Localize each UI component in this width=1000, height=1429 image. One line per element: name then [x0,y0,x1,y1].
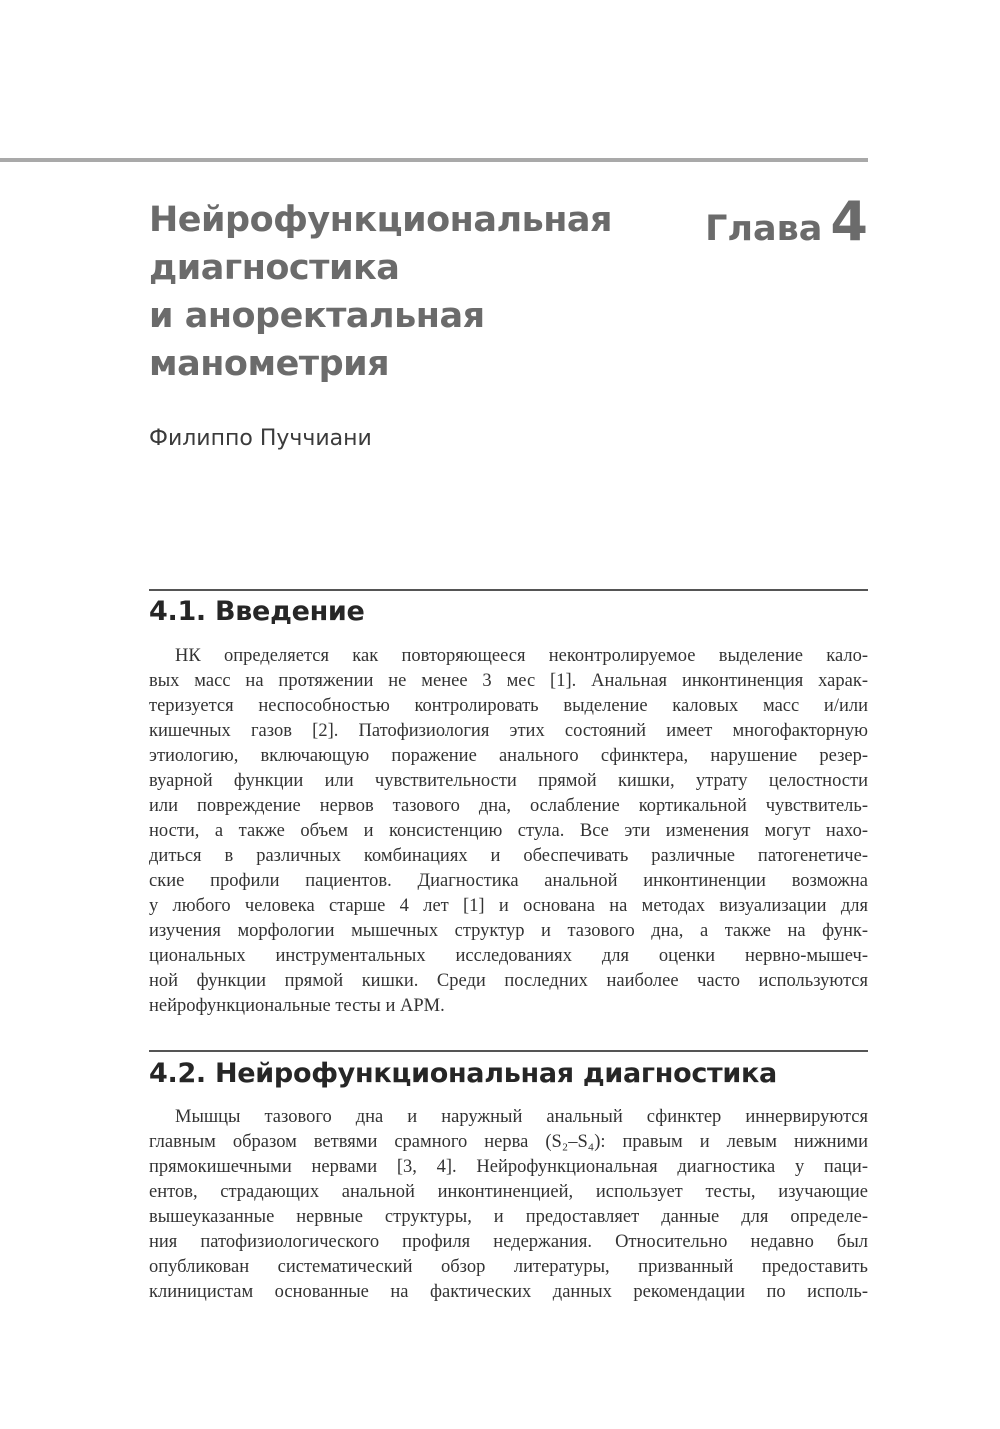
text-line: вышеуказанные нервные структуры, и предоставляет данные для определе- [149,1207,868,1227]
text-line: диться в различных комбинациях и обеспечивать различные патогенетиче- [149,846,868,866]
text-line: клиницистам основанные на фактических данных рекомендации по исполь- [149,1282,868,1302]
chapter-label [705,190,868,253]
section-paragraph [149,644,868,1019]
chapter-label-word: Глава [705,209,823,249]
text-line: ности, а также объем и консистенцию стула. Все эти изменения могут нахо- [149,821,868,841]
text-line: Мышцы тазового дна и наружный анальный сфинктер иннервируются [175,1107,868,1127]
text-line: нейрофункциональные тесты и АРМ. [149,996,445,1016]
section-heading: 4.1. Введение [149,596,365,627]
section-paragraph [149,1105,868,1305]
text-line: этиологию, включающую поражение анального сфинктера, нарушение резер- [149,746,868,766]
section-rule [149,589,868,591]
chapter-title-line: Нейрофункциональная [149,200,612,240]
chapter-top-rule [0,158,868,162]
section-rule [149,1050,868,1052]
text-line: ния патофизиологического профиля недержания. Относительно недавно был [149,1232,868,1252]
chapter-title-line: диагностика [149,248,400,288]
section-heading: 4.2. Нейрофункциональная диагностика [149,1058,777,1089]
text-line: прямокишечными нервами [3, 4]. Нейрофункциональная диагностика у паци- [149,1157,868,1177]
chapter-number: 4 [830,190,868,253]
text-line: изучения морфологии мышечных структур и тазового дна, а также на функ- [149,921,868,941]
text-line: вых масс на протяжении не менее 3 мес [1]. Анальная инконтиненция харак- [149,671,868,691]
chapter-title [149,196,709,388]
text-line: или повреждение нервов тазового дна, ослабление кортикальной чувствитель- [149,796,868,816]
chapter-title-line: и аноректальная [149,296,485,336]
text-line: теризуется неспособностью контролировать выделение каловых масс и/или [149,696,868,716]
text-line: кишечных газов [2]. Патофизиология этих состояний имеет многофакторную [149,721,868,741]
text-line: у любого человека старше 4 лет [1] и основана на методах визуализации для [149,896,868,916]
text-line: главным образом ветвями срамного нерва (S₂–S₄): правым и левым нижними [149,1132,868,1152]
text-line: ной функции прямой кишки. Среди последних наиболее часто используются [149,971,868,991]
text-line: ентов, страдающих анальной инконтиненцией, использует тесты, изучающие [149,1182,868,1202]
text-line: ские профили пациентов. Диагностика анальной инконтиненции возможна [149,871,868,891]
chapter-author: Филиппо Пуччиани [149,426,372,451]
chapter-title-line: манометрия [149,344,390,384]
text-line: НК определяется как повторяющееся неконтролируемое выделение кало- [175,646,868,666]
text-line: циональных инструментальных исследованиях для оценки нервно-мышеч- [149,946,868,966]
text-line: опубликован систематический обзор литературы, призванный предоставить [149,1257,868,1277]
text-line: вуарной функции или чувствительности прямой кишки, утрату целостности [149,771,868,791]
